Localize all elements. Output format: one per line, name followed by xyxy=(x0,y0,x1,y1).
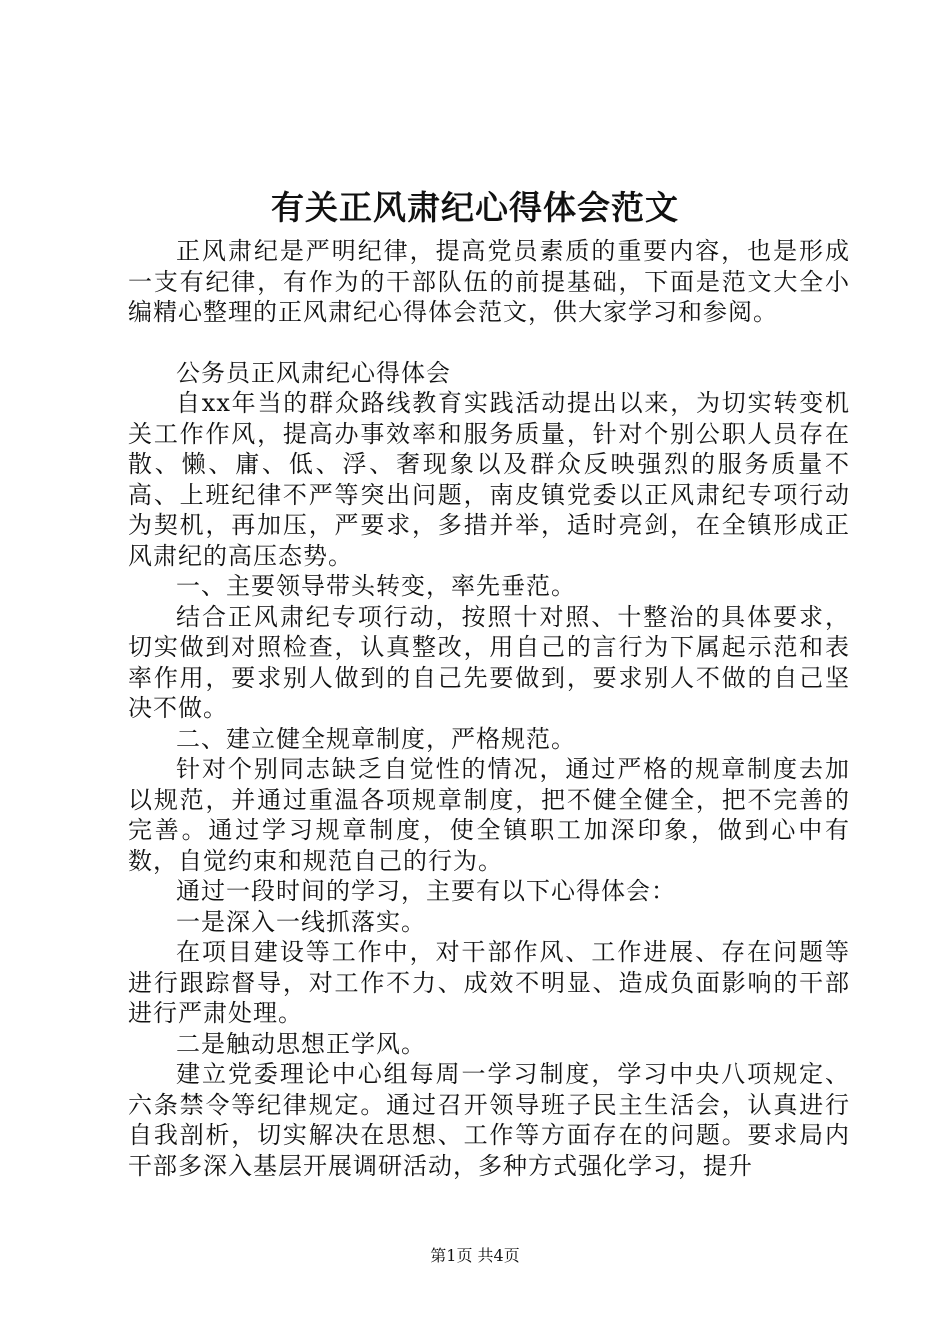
body-paragraph: 在项目建设等工作中，对干部作风、工作进展、存在问题等进行跟踪督导，对工作不力、成效不明显、造成负面影响的干部进行严肃处理。 xyxy=(128,938,850,1027)
body-paragraph: 通过一段时间的学习，主要有以下心得体会： xyxy=(176,877,676,905)
section-heading: 公务员正风肃纪心得体会 xyxy=(176,358,451,387)
page-footer: 第1页 共4页 xyxy=(430,1246,520,1265)
intro-paragraph: 正风肃纪是严明纪律，提高党员素质的重要内容，也是形成一支有纪律，有作为的干部队伍的前提基础，下面是范文大全小编精心整理的正风肃纪心得体会范文，供大家学习和参阅。 xyxy=(128,237,850,326)
body-paragraph: 建立党委理论中心组每周一学习制度，学习中央八项规定、六条禁令等纪律规定。通过召开领导班子民主生活会，认真进行自我剖析，切实解决在思想、工作等方面存在的问题。要求局内干部多深入基层开展调研活动，多种方式强化学习，提升 xyxy=(128,1060,850,1180)
point-heading-1: 一是深入一线抓落实。 xyxy=(176,907,426,936)
body-paragraph: 结合正风肃纪专项行动，按照十对照、十整治的具体要求，切实做到对照检查，认真整改，用自己的言行为下属起示范和表率作用，要求别人做到的自己先要做到，要求别人不做的自己坚决不做。 xyxy=(128,602,850,722)
body-paragraph: 自xx年当的群众路线教育实践活动提出以来，为切实转变机关工作作风，提高办事效率和服务质量，针对个别公职人员存在散、懒、庸、低、浮、奢现象以及群众反映强烈的服务质量不高、上班纪律不严等突出问题，南皮镇党委以正风肃纪专项行动为契机，再加压，严要求，多措并举，适时亮剑，在全镇形成正风肃纪的高压态势。 xyxy=(128,389,850,570)
point-heading-2: 二是触动思想正学风。 xyxy=(176,1029,426,1058)
document-title: 有关正风肃纪心得体会范文 xyxy=(271,188,679,227)
document-body xyxy=(128,236,850,1181)
subheading-1: 一、主要领导带头转变，率先垂范。 xyxy=(176,572,576,600)
body-paragraph: 针对个别同志缺乏自觉性的情况，通过严格的规章制度去加以规范，并通过重温各项规章制度，把不健全健全，把不完善的完善。通过学习规章制度，使全镇职工加深印象，做到心中有数，自觉约束和规范自己的行为。 xyxy=(128,755,850,875)
subheading-2: 二、建立健全规章制度，严格规范。 xyxy=(176,724,576,753)
